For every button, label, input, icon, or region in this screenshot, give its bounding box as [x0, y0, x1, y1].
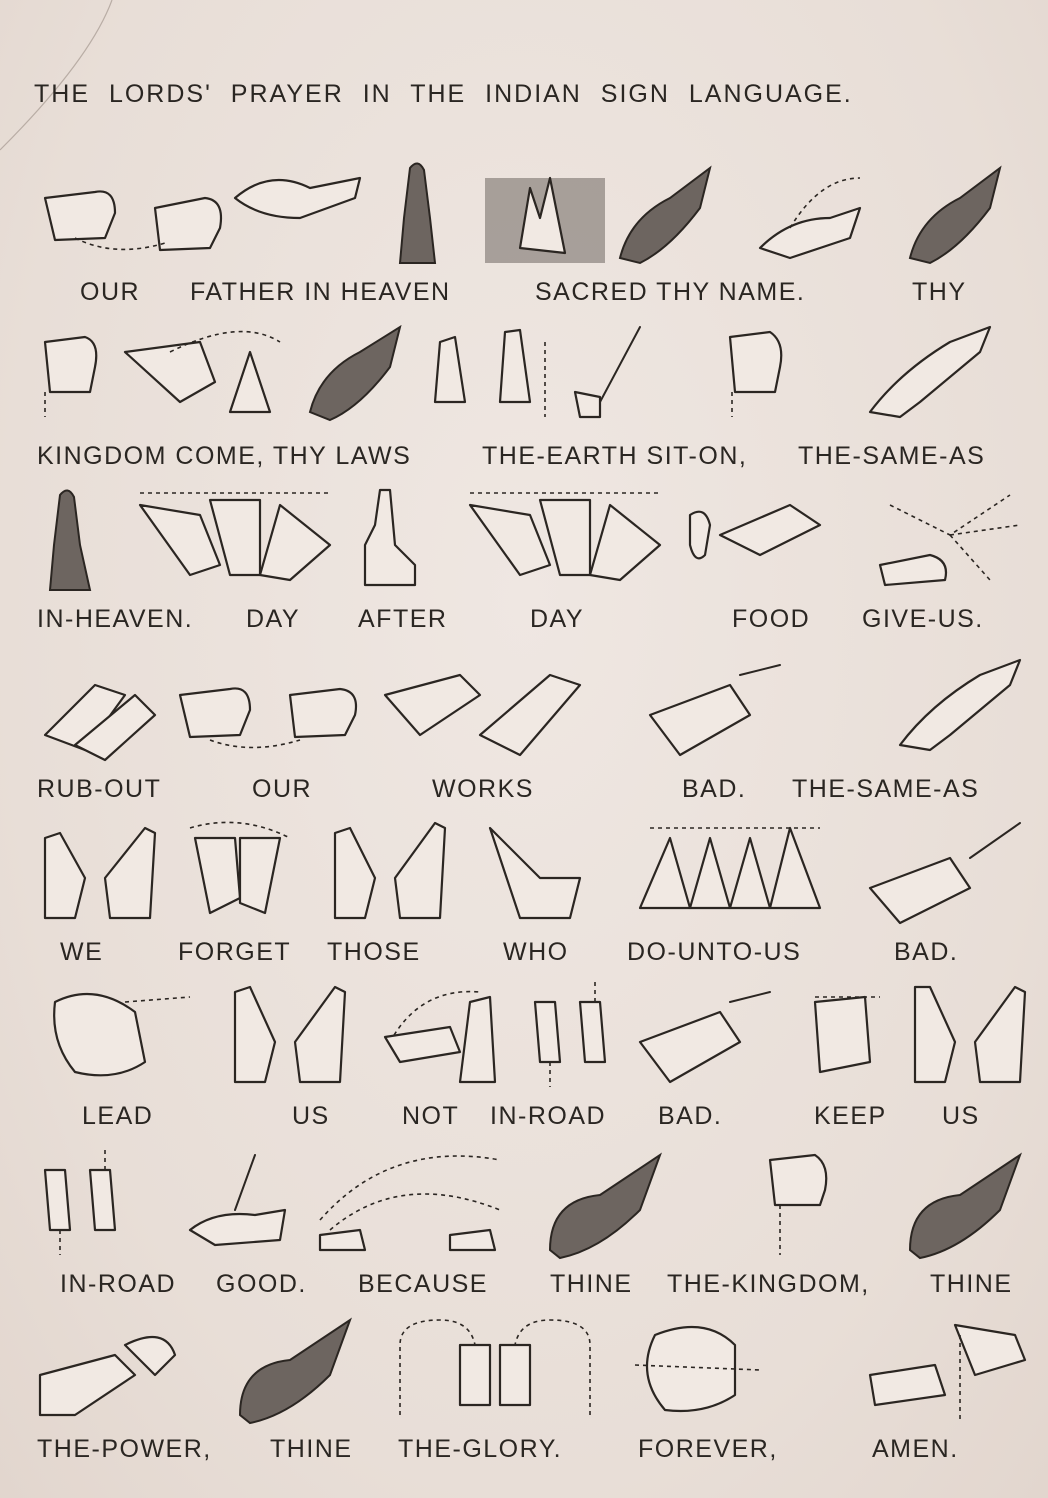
word-line-row-4: [30, 775, 1030, 809]
word-line-row-6: [30, 1102, 1030, 1136]
word: THE-EARTH SIT-ON,: [482, 442, 748, 470]
sign-we-icon: [35, 818, 165, 928]
word: BAD.: [658, 1102, 723, 1130]
sign-because-icon: [310, 1150, 510, 1260]
word-line-row-7: [30, 1270, 1030, 1304]
sign-heaven-finger-icon: [390, 158, 450, 268]
sign-the-earth-icon: [430, 322, 560, 422]
word: OUR: [252, 775, 313, 803]
sign-us-2-icon: [905, 982, 1030, 1092]
sign-sacred-icon: [480, 158, 610, 268]
sign-the-glory-icon: [390, 1315, 600, 1425]
word-line-row-5: [30, 938, 1030, 972]
word: THOSE: [327, 938, 421, 966]
sign-thine-icon: [540, 1150, 670, 1260]
sign-us-icon: [225, 982, 355, 1092]
word: OUR: [80, 278, 141, 306]
word: BAD.: [682, 775, 747, 803]
sign-those-icon: [325, 818, 455, 928]
word: THE-POWER,: [37, 1435, 212, 1463]
sign-row-5: [30, 818, 1030, 972]
word: BECAUSE: [358, 1270, 488, 1298]
word: BAD.: [894, 938, 959, 966]
sign-day-icon: [130, 485, 340, 595]
sign-row-4: [30, 655, 1030, 809]
word: WHO: [503, 938, 569, 966]
word: WE: [60, 938, 104, 966]
sign-illustrations-row-2: [30, 322, 1030, 442]
sign-bad-2-icon: [860, 818, 1030, 928]
word: SACRED THY NAME.: [535, 278, 806, 306]
sign-bad-icon: [640, 655, 790, 765]
sign-in-road-2-icon: [35, 1150, 135, 1260]
sign-come-icon: [120, 322, 290, 422]
word: FORGET: [178, 938, 292, 966]
word: FATHER IN HEAVEN: [190, 278, 451, 306]
sign-the-same-as-icon: [890, 655, 1030, 765]
word: RUB-OUT: [37, 775, 162, 803]
sign-amen-icon: [865, 1315, 1030, 1425]
word: US: [292, 1102, 330, 1130]
sign-father-icon: [230, 158, 370, 238]
word: THINE: [270, 1435, 353, 1463]
word: THINE: [550, 1270, 633, 1298]
sign-give-us-icon: [870, 485, 1030, 595]
sign-in-road-icon: [525, 982, 615, 1092]
sign-food-icon: [680, 485, 830, 595]
sign-illustrations-row-4: [30, 655, 1030, 775]
sign-bad-3-icon: [630, 982, 780, 1092]
word-line-row-8: [30, 1435, 1030, 1469]
sign-the-kingdom-icon: [760, 1150, 850, 1260]
sign-works-icon: [380, 655, 590, 765]
sign-thine-2-icon: [900, 1150, 1030, 1260]
word: THE-SAME-AS: [792, 775, 980, 803]
document-title: THE LORDS' PRAYER IN THE INDIAN SIGN LANGUAGE.: [34, 80, 853, 108]
sign-rub-out-icon: [35, 655, 165, 765]
sign-who-icon: [480, 818, 590, 928]
word: THE-KINGDOM,: [667, 1270, 870, 1298]
sign-our-icon: [35, 158, 235, 268]
word: IN-ROAD: [490, 1102, 607, 1130]
word: US: [942, 1102, 980, 1130]
word-line-row-1: [30, 278, 1030, 312]
sign-name-icon: [750, 158, 880, 268]
sign-good-icon: [185, 1150, 295, 1260]
sign-our-2-icon: [170, 655, 370, 765]
sign-row-8: [30, 1315, 1030, 1469]
word: THE-GLORY.: [398, 1435, 563, 1463]
sign-illustrations-row-3: [30, 485, 1030, 605]
word: THY: [912, 278, 967, 306]
word: LEAD: [82, 1102, 154, 1130]
word: GIVE-US.: [862, 605, 984, 633]
sign-day-2-icon: [460, 485, 670, 595]
sign-row-1: [30, 158, 1030, 312]
word: AFTER: [358, 605, 448, 633]
word: THE-SAME-AS: [798, 442, 986, 470]
sign-do-unto-us-icon: [630, 818, 830, 928]
sign-not-icon: [380, 982, 510, 1092]
sign-after-icon: [345, 485, 435, 595]
sign-the-power-icon: [35, 1315, 185, 1425]
word: WORKS: [432, 775, 534, 803]
sign-keep-icon: [805, 982, 885, 1092]
sign-lead-icon: [35, 982, 195, 1092]
sign-forget-icon: [180, 818, 300, 928]
word: FOREVER,: [638, 1435, 778, 1463]
word: KINGDOM COME, THY LAWS: [37, 442, 412, 470]
sign-thy-2-icon: [900, 158, 1010, 268]
sign-illustrations-row-6: [30, 982, 1030, 1102]
word: IN-ROAD: [60, 1270, 177, 1298]
word: FOOD: [732, 605, 811, 633]
word: THINE: [930, 1270, 1013, 1298]
sign-illustrations-row-1: [30, 158, 1030, 278]
word: DO-UNTO-US: [627, 938, 802, 966]
word: NOT: [402, 1102, 460, 1130]
word-line-row-3: [30, 605, 1030, 639]
sign-thy-icon: [610, 158, 720, 268]
sign-illustrations-row-7: [30, 1150, 1030, 1270]
sign-laws-icon: [300, 322, 410, 422]
word: DAY: [530, 605, 585, 633]
sign-row-7: [30, 1150, 1030, 1304]
word: GOOD.: [216, 1270, 307, 1298]
sign-as-icon: [860, 322, 1000, 422]
sign-row-2: [30, 322, 1030, 476]
sign-illustrations-row-5: [30, 818, 1030, 938]
sign-row-3: [30, 485, 1030, 639]
word-line-row-2: [30, 442, 1030, 476]
word: IN-HEAVEN.: [37, 605, 194, 633]
sign-in-heaven-icon: [40, 485, 110, 595]
sign-the-same-icon: [720, 322, 800, 422]
sign-row-6: [30, 982, 1030, 1136]
word: DAY: [246, 605, 301, 633]
sign-thine-3-icon: [230, 1315, 360, 1425]
sign-illustrations-row-8: [30, 1315, 1030, 1435]
sign-forever-icon: [625, 1315, 765, 1425]
word: AMEN.: [872, 1435, 959, 1463]
sign-kingdom-icon: [35, 322, 115, 422]
word: KEEP: [814, 1102, 887, 1130]
sign-sit-on-icon: [570, 322, 650, 422]
